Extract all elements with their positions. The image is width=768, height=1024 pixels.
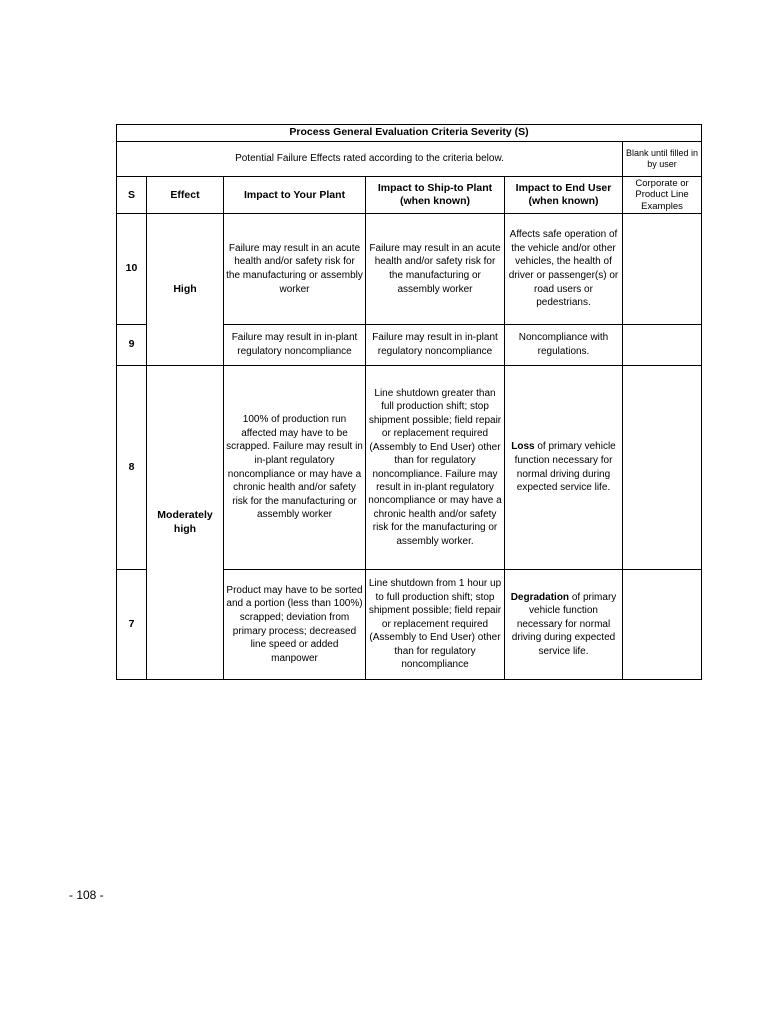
severity-number: 9: [117, 325, 147, 366]
end-user-text: of primary vehicle function necessary for normal driving during expected service life.: [511, 591, 617, 657]
severity-number: 7: [117, 570, 147, 680]
severity-number: 8: [117, 366, 147, 570]
impact-plant-cell: Failure may result in in-plant regulatory noncompliance: [224, 325, 366, 366]
end-user-text: of primary vehicle function necessary for normal driving during expected service life.: [514, 441, 616, 494]
page-number: - 108 -: [69, 888, 104, 902]
table-title: Process General Evaluation Criteria Severity (S): [117, 125, 702, 142]
impact-end-user-cell: Noncompliance with regulations.: [505, 325, 623, 366]
header-impact-plant: Impact to Your Plant: [224, 177, 366, 214]
table-subtitle: Potential Failure Effects rated according to the criteria below.: [117, 142, 623, 177]
header-s: S: [117, 177, 147, 214]
header-effect: Effect: [147, 177, 224, 214]
effect-label: High: [147, 214, 224, 366]
impact-end-user-cell: Affects safe operation of the vehicle and/or other vehicles, the health of driver or passenger(s) or road users or pedestrians.: [505, 214, 623, 325]
severity-number: 10: [117, 214, 147, 325]
corporate-examples-cell: [623, 325, 702, 366]
end-user-keyword: Degradation: [510, 591, 570, 603]
header-impact-ship-to-plant: Impact to Ship-to Plant (when known): [366, 177, 505, 214]
impact-ship-cell: Failure may result in in-plant regulatory noncompliance: [366, 325, 505, 366]
impact-ship-cell: Line shutdown from 1 hour up to full production shift; stop shipment possible; field repair or replacement required (Assembly to End User) other than for regulatory noncompliance: [366, 570, 505, 680]
severity-criteria-table: [116, 124, 702, 680]
impact-ship-cell: Line shutdown greater than full production shift; stop shipment possible; field repair or replacement required (Assembly to End User) other than for regulatory noncompliance. Failure may result in in-plant regulatory noncompliance or may have a chronic health and/or safety risk for the manufacturing or assembly worker.: [366, 366, 505, 570]
impact-plant-cell: Product may have to be sorted and a portion (less than 100%) scrapped; deviation from primary process; decreased line speed or added manpower: [224, 570, 366, 680]
blank-until-filled-note: Blank until filled in by user: [623, 142, 702, 177]
impact-end-user-cell: [505, 570, 623, 680]
impact-plant-cell: 100% of production run affected may have to be scrapped. Failure may result in in-plant regulatory noncompliance or may have a chronic health and/or safety risk for the manufacturing or assembly worker: [224, 366, 366, 570]
corporate-examples-cell: [623, 214, 702, 325]
corporate-examples-cell: [623, 366, 702, 570]
header-impact-end-user: Impact to End User (when known): [505, 177, 623, 214]
end-user-keyword: Loss: [511, 441, 535, 453]
impact-plant-cell: Failure may result in an acute health and/or safety risk for the manufacturing or assembly worker: [224, 214, 366, 325]
effect-label: Moderately high: [147, 366, 224, 680]
impact-ship-cell: Failure may result in an acute health and/or safety risk for the manufacturing or assembly worker: [366, 214, 505, 325]
table-row: [117, 366, 702, 570]
corporate-examples-cell: [623, 570, 702, 680]
table-row: [117, 214, 702, 325]
impact-end-user-cell: [505, 366, 623, 570]
header-corporate-examples: Corporate or Product Line Examples: [623, 177, 702, 214]
